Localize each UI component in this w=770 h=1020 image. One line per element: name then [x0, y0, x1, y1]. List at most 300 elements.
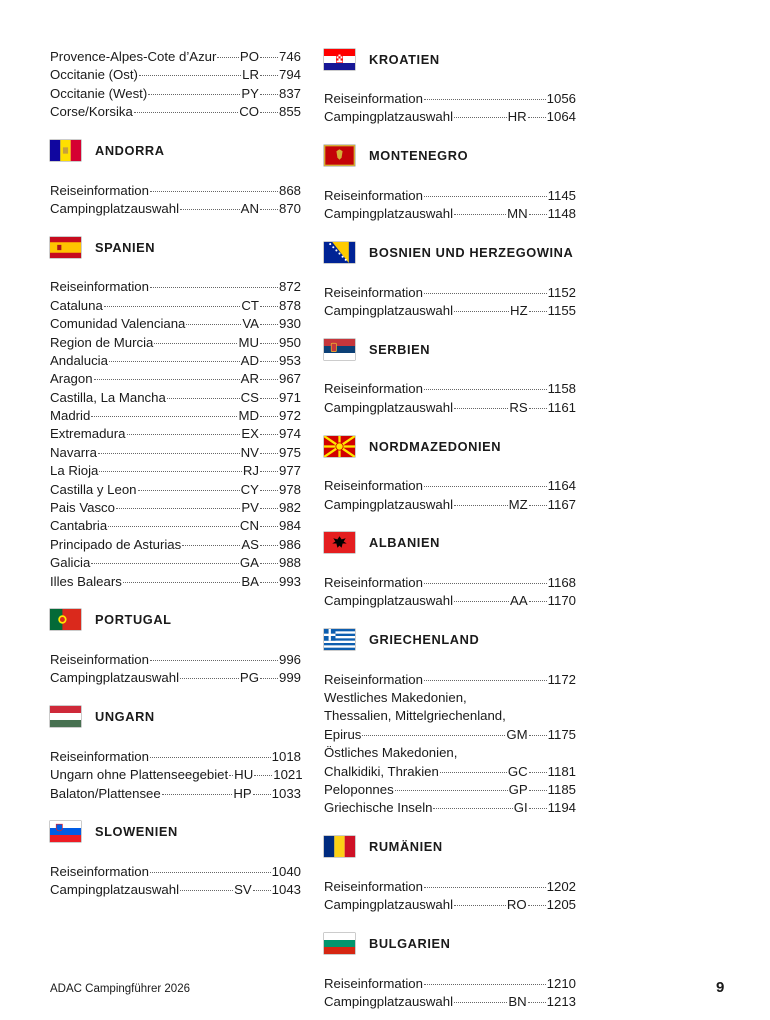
entry-label: Reiseinformation [50, 748, 149, 764]
dot-leader [454, 311, 509, 312]
page-ref: 996 [278, 651, 301, 667]
country-name: UNGARN [95, 709, 155, 725]
country-name: BULGARIEN [369, 936, 451, 952]
dot-leader [529, 505, 547, 506]
dot-leader [91, 416, 237, 417]
dot-leader [424, 984, 546, 985]
dot-leader [154, 343, 237, 344]
montenegro-flag [324, 145, 355, 166]
slovenia-flag [50, 821, 81, 842]
dot-leader [260, 94, 278, 95]
index-entry[interactable] [324, 975, 576, 993]
country-header [50, 706, 301, 728]
region-code: SV [234, 882, 252, 898]
region-code: GC [507, 763, 528, 779]
dot-leader [150, 191, 278, 192]
region-code: MD [238, 408, 259, 424]
page-ref: 870 [278, 200, 301, 216]
index-entry[interactable] [50, 785, 301, 803]
page-ref: 1194 [547, 800, 576, 816]
index-entry[interactable] [324, 187, 576, 205]
bulgaria-flag [324, 933, 355, 954]
page-ref: 993 [278, 573, 301, 589]
dot-leader [260, 306, 278, 307]
dot-leader [260, 678, 278, 679]
dot-leader [424, 887, 546, 888]
index-entry[interactable] [50, 48, 301, 66]
entry-label: Campingplatzauswahl [50, 200, 180, 216]
page-ref: 1164 [547, 478, 576, 494]
page-ref: 1043 [271, 882, 301, 898]
dot-leader [260, 324, 278, 325]
entry-label: Corse/Korsika [50, 104, 133, 120]
dot-leader [424, 680, 547, 681]
dot-leader [454, 905, 506, 906]
country-header [50, 140, 301, 162]
region-code: RJ [242, 463, 259, 479]
entry-label: Pais Vasco [50, 500, 115, 516]
page-ref: 1167 [547, 496, 576, 512]
dot-leader [362, 735, 505, 736]
dot-leader [260, 379, 278, 380]
region-code: BN [508, 993, 527, 1009]
dot-leader [529, 790, 547, 791]
country-header [324, 933, 576, 955]
dot-leader [260, 508, 278, 509]
dot-leader [424, 389, 547, 390]
region-code: CT [241, 297, 259, 313]
entry-label: Reiseinformation [324, 975, 423, 991]
dot-leader [150, 757, 271, 758]
country-name: PORTUGAL [95, 612, 172, 628]
dot-leader [454, 1002, 507, 1003]
north-macedonia-flag [324, 436, 355, 457]
page-ref: 1213 [546, 993, 576, 1009]
region-code: CS [240, 389, 259, 405]
dot-leader [150, 872, 271, 873]
region-code: AN [240, 200, 259, 216]
dot-leader [108, 526, 239, 527]
country-name: NORDMAZEDONIEN [369, 438, 502, 454]
country-header [50, 236, 301, 258]
entry-label: Principado de Asturias [50, 536, 182, 552]
region-code: PV [241, 500, 259, 516]
page-number: 9 [716, 979, 725, 996]
entry-label: Campingplatzauswahl [324, 593, 454, 609]
page-ref: 837 [278, 85, 301, 101]
index-entry[interactable] [324, 496, 576, 514]
page-ref: 988 [278, 555, 301, 571]
dot-leader [150, 287, 278, 288]
dot-leader [528, 117, 546, 118]
index-entry[interactable] [50, 517, 301, 535]
region-code: CN [239, 518, 259, 534]
index-entry[interactable] [50, 315, 301, 333]
entry-label: Reiseinformation [324, 878, 423, 894]
index-entry[interactable] [324, 763, 576, 781]
dot-leader [529, 214, 547, 215]
country-name: SLOWENIEN [95, 824, 178, 840]
dot-leader [260, 582, 278, 583]
entry-label: Thessalien, Mittelgriechenland, [324, 708, 506, 724]
index-entry[interactable] [50, 182, 301, 200]
page-ref: 1175 [547, 726, 576, 742]
dot-leader [91, 563, 239, 564]
dot-leader [454, 214, 506, 215]
index-entry[interactable] [50, 863, 301, 881]
dot-leader [98, 453, 240, 454]
dot-leader [424, 583, 547, 584]
dot-leader [454, 117, 507, 118]
entry-label: Peloponnes [324, 782, 394, 798]
country-header [324, 338, 576, 360]
region-code: BA [241, 573, 259, 589]
portugal-flag [50, 609, 81, 630]
index-entry[interactable] [324, 380, 576, 398]
index-entry[interactable] [324, 896, 576, 914]
dot-leader [440, 772, 507, 773]
entry-label: La Rioja [50, 463, 99, 479]
dot-leader [109, 361, 240, 362]
page-ref: 1040 [271, 863, 301, 879]
dot-leader [180, 890, 233, 891]
page-ref: 1210 [546, 975, 576, 991]
page-ref: 1170 [547, 593, 576, 609]
country-name: BOSNIEN UND HERZEGOWINA [369, 245, 574, 261]
region-code: NV [240, 444, 259, 460]
dot-leader [138, 490, 240, 491]
entry-label: Castilla, La Mancha [50, 389, 166, 405]
region-code: AR [240, 371, 259, 387]
index-entry[interactable] [50, 370, 301, 388]
dot-leader [260, 209, 278, 210]
page-ref: 972 [278, 408, 301, 424]
index-entry[interactable] [50, 669, 301, 687]
index-entry[interactable] [50, 389, 301, 407]
page-ref: 986 [278, 536, 301, 552]
entry-label: Reiseinformation [324, 187, 423, 203]
index-entry[interactable] [50, 881, 301, 899]
entry-label: Extremadura [50, 426, 126, 442]
page-ref: 1202 [546, 878, 576, 894]
index-entry[interactable] [324, 592, 576, 610]
page-ref: 1021 [273, 767, 303, 783]
page-ref: 1033 [271, 785, 301, 801]
entry-label: Chalkidiki, Thrakien [324, 763, 439, 779]
entry-label: Reiseinformation [324, 478, 423, 494]
dot-leader [454, 408, 508, 409]
page-ref: 971 [278, 389, 301, 405]
page-ref: 1172 [547, 671, 576, 687]
country-name: SPANIEN [95, 239, 156, 255]
page-ref: 1145 [547, 187, 576, 203]
page-ref: 1155 [547, 302, 576, 318]
index-entry[interactable] [50, 297, 301, 315]
dot-leader [454, 601, 509, 602]
dot-leader [139, 75, 241, 76]
index-entry[interactable] [50, 481, 301, 499]
dot-leader [99, 471, 241, 472]
page-ref: 746 [278, 49, 301, 64]
entry-label: Östliches Makedonien, [324, 745, 458, 761]
page-ref: 974 [278, 426, 301, 442]
dot-leader [529, 311, 547, 312]
region-code: HP [233, 785, 252, 801]
index-entry[interactable] [324, 477, 576, 495]
country-name: ANDORRA [95, 143, 165, 159]
region-code: AA [510, 593, 528, 609]
dot-leader [104, 306, 241, 307]
dot-leader [253, 794, 271, 795]
romania-flag [324, 836, 355, 857]
region-code: PY [241, 85, 259, 101]
page-ref: 1064 [546, 109, 576, 125]
dot-leader [123, 582, 241, 583]
greece-flag [324, 629, 355, 650]
country-header [324, 242, 576, 264]
page-ref: 953 [278, 352, 301, 368]
country-header [324, 836, 576, 858]
page-ref: 982 [278, 500, 301, 516]
index-entry[interactable] [324, 799, 576, 817]
left-column [50, 48, 301, 900]
page-ref: 984 [278, 518, 301, 534]
index-entry[interactable] [324, 574, 576, 592]
index-entry[interactable] [324, 744, 576, 762]
index-entry[interactable] [50, 200, 301, 218]
dot-leader [454, 505, 508, 506]
croatia-flag [324, 49, 355, 70]
dot-leader [180, 678, 239, 679]
index-entry[interactable] [324, 726, 576, 744]
dot-leader [260, 57, 278, 58]
region-code: RS [509, 399, 528, 415]
index-entry[interactable] [50, 103, 301, 121]
country-header [324, 145, 576, 167]
dot-leader [260, 490, 278, 491]
country-name: MONTENEGRO [369, 148, 469, 164]
entry-label: Aragon [50, 371, 93, 387]
page-ref: 1161 [547, 399, 576, 415]
index-entry[interactable] [50, 85, 301, 103]
region-code: GP [508, 782, 528, 798]
index-entry[interactable] [50, 554, 301, 572]
index-entry[interactable] [50, 278, 301, 296]
page-ref: 978 [278, 481, 301, 497]
index-entry[interactable] [50, 66, 301, 84]
entry-label: Reiseinformation [50, 279, 149, 295]
region-code: VA [242, 316, 259, 332]
country-name: KROATIEN [369, 51, 440, 67]
index-entry[interactable] [324, 399, 576, 417]
index-entry[interactable] [324, 90, 576, 108]
index-entry[interactable] [50, 352, 301, 370]
entry-label: Campingplatzauswahl [324, 109, 454, 125]
region-code: LR [242, 67, 259, 83]
index-entry[interactable] [324, 689, 576, 707]
entry-label: Epirus [324, 726, 362, 742]
hungary-flag [50, 706, 81, 727]
entry-label: Campingplatzauswahl [324, 399, 454, 415]
dot-leader [424, 99, 546, 100]
index-entry[interactable] [324, 205, 576, 223]
region-code: RO [506, 897, 527, 913]
bosnia-flag [324, 242, 355, 263]
region-code: HR [507, 109, 527, 125]
entry-label: Comunidad Valenciana [50, 316, 186, 332]
dot-leader [150, 660, 278, 661]
page-ref: 967 [278, 371, 301, 387]
entry-label: Region de Murcia [50, 334, 154, 350]
country-name: RUMÄNIEN [369, 839, 443, 855]
dot-leader [260, 526, 278, 527]
andorra-flag [50, 140, 81, 161]
entry-label: Galicia [50, 555, 91, 571]
dot-leader [260, 453, 278, 454]
entry-label: Balaton/Plattensee [50, 785, 161, 801]
index-entry[interactable] [50, 536, 301, 554]
right-column [324, 48, 576, 1011]
dot-leader [529, 808, 547, 809]
country-header [324, 532, 576, 554]
dot-leader [167, 398, 240, 399]
country-header [50, 821, 301, 843]
dot-leader [182, 545, 240, 546]
region-code: GI [513, 800, 528, 816]
entry-label: Reiseinformation [50, 651, 149, 667]
region-code: AS [241, 536, 259, 552]
region-code: AD [240, 352, 259, 368]
country-header [324, 629, 576, 651]
entry-label: Campingplatzauswahl [50, 670, 180, 686]
serbia-flag [324, 339, 355, 360]
page-ref: 1168 [547, 574, 576, 590]
index-entry[interactable] [324, 993, 576, 1011]
page-ref: 1152 [547, 284, 576, 300]
dot-leader [94, 379, 240, 380]
index-entry[interactable] [324, 878, 576, 896]
page-ref: 950 [278, 334, 301, 350]
index-entry[interactable] [324, 781, 576, 799]
index-entry[interactable] [324, 302, 576, 320]
index-entry[interactable] [50, 499, 301, 517]
dot-leader [260, 112, 278, 113]
dot-leader [529, 408, 547, 409]
region-code: CY [240, 481, 259, 497]
entry-label: Andalucia [50, 352, 108, 368]
dot-leader [424, 196, 547, 197]
dot-leader [253, 890, 271, 891]
entry-label: Reiseinformation [324, 574, 423, 590]
country-name: SERBIEN [369, 341, 431, 357]
dot-leader [260, 343, 278, 344]
entry-label: Campingplatzauswahl [50, 882, 180, 898]
page-ref: 1056 [546, 91, 576, 106]
index-entry[interactable] [50, 766, 301, 784]
region-code: PO [239, 49, 259, 64]
entry-label: Reiseinformation [324, 671, 423, 687]
entry-label: Navarra [50, 444, 97, 460]
dot-leader [260, 361, 278, 362]
index-entry[interactable] [50, 444, 301, 462]
page-ref: 999 [278, 670, 301, 686]
region-code: MU [238, 334, 259, 350]
dot-leader [260, 471, 278, 472]
entry-label: Cataluna [50, 297, 103, 313]
dot-leader [424, 486, 547, 487]
entry-label: Westliches Makedonien, [324, 690, 467, 706]
dot-leader [433, 808, 512, 809]
dot-leader [529, 601, 547, 602]
country-header [324, 435, 576, 457]
region-code: MN [507, 206, 528, 222]
index-entry[interactable] [50, 462, 301, 480]
dot-leader [229, 775, 233, 776]
dot-leader [260, 75, 278, 76]
index-entry[interactable] [50, 573, 301, 591]
dot-leader [260, 563, 278, 564]
entry-label: Campingplatzauswahl [324, 206, 454, 222]
index-entry[interactable] [324, 671, 576, 689]
page-ref: 878 [278, 297, 301, 313]
index-entry[interactable] [324, 707, 576, 725]
page-ref: 872 [278, 279, 301, 295]
dot-leader [217, 57, 239, 58]
entry-label: Reiseinformation [50, 182, 149, 198]
country-name: GRIECHENLAND [369, 632, 480, 648]
index-entry[interactable] [324, 284, 576, 302]
entry-label: Reiseinformation [324, 381, 423, 397]
entry-label: Occitanie (Ost) [50, 67, 138, 83]
dot-leader [260, 398, 278, 399]
dot-leader [254, 775, 272, 776]
page-ref: 794 [278, 67, 301, 83]
page-ref: 1148 [547, 206, 576, 222]
index-entry[interactable] [324, 108, 576, 126]
index-entry[interactable] [50, 425, 301, 443]
region-code: EX [241, 426, 259, 442]
page-ref: 975 [278, 444, 301, 460]
entry-label: Reiseinformation [324, 91, 423, 106]
publication-title: ADAC Campingführer 2026 [50, 983, 190, 995]
country-name: ALBANIEN [369, 535, 440, 551]
entry-label: Castilla y Leon [50, 481, 137, 497]
entry-label: Reiseinformation [324, 284, 423, 300]
index-entry[interactable] [50, 748, 301, 766]
region-code: GM [506, 726, 528, 742]
entry-label: Campingplatzauswahl [324, 993, 454, 1009]
region-code: GA [239, 555, 259, 571]
dot-leader [260, 434, 278, 435]
spain-flag [50, 237, 81, 258]
entry-label: Campingplatzauswahl [324, 302, 454, 318]
dot-leader [529, 735, 547, 736]
region-code: HZ [510, 302, 528, 318]
page-ref: 930 [278, 316, 301, 332]
dot-leader [424, 293, 547, 294]
entry-label: Campingplatzauswahl [324, 897, 454, 913]
page-ref: 1158 [547, 381, 576, 397]
index-entry[interactable] [50, 407, 301, 425]
index-entry[interactable] [50, 651, 301, 669]
entry-label: Occitanie (West) [50, 85, 148, 101]
dot-leader [528, 1002, 546, 1003]
entry-label: Madrid [50, 408, 91, 424]
page-ref: 1205 [546, 897, 576, 913]
region-code: PG [239, 670, 259, 686]
index-entry[interactable] [50, 334, 301, 352]
entry-label: Griechische Inseln [324, 800, 433, 816]
